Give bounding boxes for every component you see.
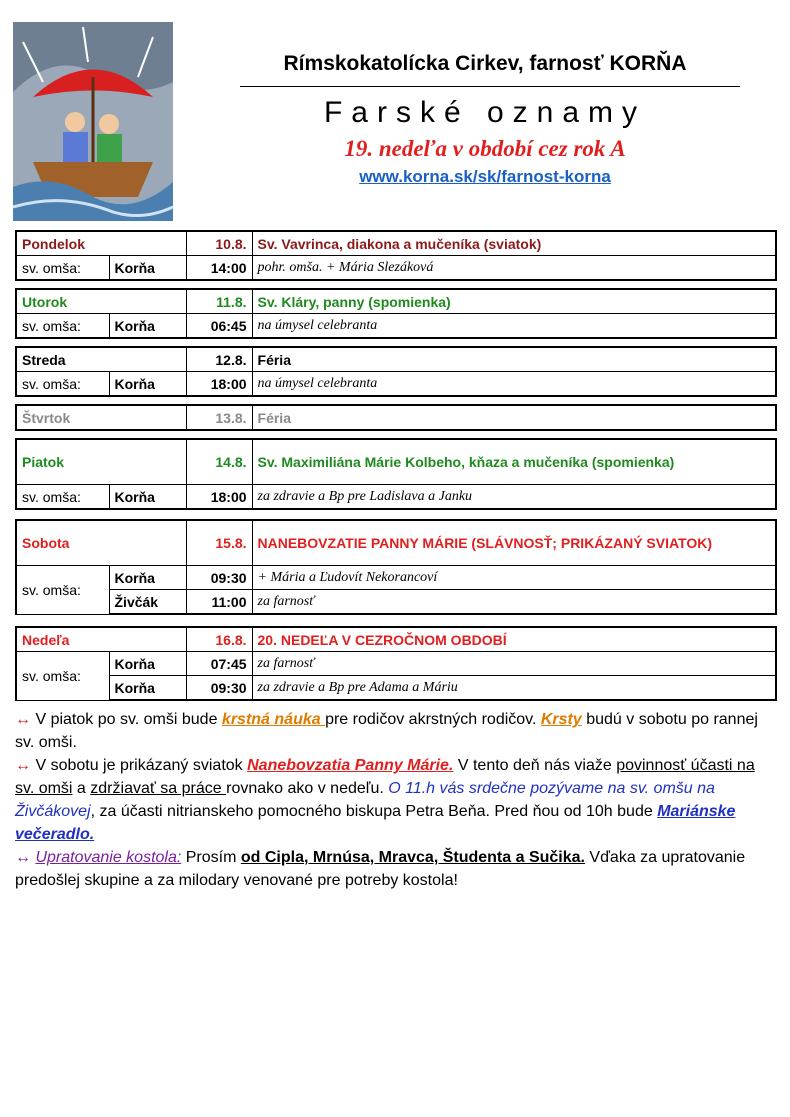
day-date: 12.8. (186, 347, 252, 372)
mass-place: Korňa (109, 256, 186, 281)
day-date: 15.8. (186, 520, 252, 566)
highlight: krstná náuka (221, 711, 326, 728)
mass-label: sv. omša: (16, 256, 109, 281)
mass-intention: za farnosť (252, 652, 776, 676)
day-name: Pondelok (16, 231, 186, 256)
text: V piatok po sv. omši bude (31, 711, 222, 728)
mass-place: Korňa (109, 485, 186, 510)
announcement-assumption (15, 754, 777, 846)
text: , za účasti nitrianskeho pomocného biskupa Petra Beňa. Pred ňou od 10h bude (90, 803, 658, 820)
text: Vďaka za upratovanie predošlej skupine a za milodary venované pre potreby kostola! (15, 849, 746, 889)
mass-intention: za zdravie a Bp pre Adama a Máriu (252, 676, 776, 701)
mass-intention: za farnosť (252, 590, 776, 615)
parish-name: Rímskokatolícka Cirkev, farnosť KORŇA (283, 52, 687, 75)
mass-time: 06:45 (186, 314, 252, 339)
day-feast: Sv. Maximiliána Márie Kolbeho, kňaza a mučeníka (spomienka) (252, 439, 776, 485)
mass-time: 14:00 (186, 256, 252, 281)
highlight: Mariánske večeradlo. (15, 803, 736, 843)
mass-intention: za zdravie a Bp pre Ladislava a Janku (252, 485, 776, 510)
mass-intention: pohr. omša. + Mária Slezáková (252, 256, 776, 281)
mass-place: Korňa (109, 676, 186, 701)
header-divider (240, 86, 740, 87)
mass-label: sv. omša: (16, 314, 109, 339)
day-feast: Féria (252, 347, 776, 372)
highlight: povinnosť účasti na sv. omši (15, 757, 755, 797)
mass-intention: na úmysel celebranta (252, 314, 776, 339)
day-table-monday (15, 230, 777, 281)
day-table-thursday (15, 404, 777, 431)
day-date: 13.8. (186, 405, 252, 430)
page-title: Farské oznamy (323, 96, 647, 129)
day-feast: NANEBOVZATIE PANNY MÁRIE (SLÁVNOSŤ; PRIKÁZANÝ SVIATOK) (252, 520, 776, 566)
double-arrow-icon: ↔ (15, 757, 31, 774)
double-arrow-icon: ↔ (15, 849, 31, 866)
day-table-tuesday (15, 288, 777, 339)
highlight: Nanebovzatia Panny Márie. (247, 757, 454, 774)
day-table-sunday (15, 626, 777, 701)
highlight: od Cipla, Mrnúsa, Mravca, Študenta a Sučika. (240, 849, 585, 866)
mass-place: Korňa (109, 652, 186, 676)
day-feast: Féria (252, 405, 776, 430)
liturgical-week: 19. nedeľa v období cez rok A (344, 136, 626, 161)
double-arrow-icon: ↔ (15, 711, 31, 728)
text: rovnako ako v nedeľu. (226, 780, 389, 797)
highlight: Krsty (540, 711, 582, 728)
highlight: Upratovanie kostola: (35, 849, 182, 866)
highlight: zdržiavať sa práce (90, 780, 227, 797)
mass-label: sv. omša: (16, 566, 109, 615)
mass-time: 09:30 (186, 566, 252, 590)
announcement-baptism (15, 708, 777, 754)
mass-label: sv. omša: (16, 372, 109, 397)
announcement-cleaning (15, 846, 777, 892)
mass-label: sv. omša: (16, 485, 109, 510)
mass-label: sv. omša: (16, 652, 109, 701)
mass-intention: na úmysel celebranta (252, 372, 776, 397)
day-name: Nedeľa (16, 627, 186, 652)
text: budú v sobotu po rannej sv. omši. (15, 711, 758, 751)
day-feast: Sv. Kláry, panny (spomienka) (252, 289, 776, 314)
mass-place: Korňa (109, 372, 186, 397)
day-name: Utorok (16, 289, 186, 314)
day-table-friday (15, 438, 777, 510)
announcements (15, 708, 777, 892)
day-name: Piatok (16, 439, 186, 485)
mass-intention: + Mária a Ľudovít Nekorancoví (252, 566, 776, 590)
day-feast: 20. NEDEĽA V CEZROČNOM OBDOBÍ (252, 627, 776, 652)
mass-place: Korňa (109, 566, 186, 590)
text: V sobotu je prikázaný sviatok (31, 757, 248, 774)
day-name: Sobota (16, 520, 186, 566)
mass-time: 07:45 (186, 652, 252, 676)
day-date: 14.8. (186, 439, 252, 485)
day-date: 11.8. (186, 289, 252, 314)
mass-time: 18:00 (186, 372, 252, 397)
day-date: 10.8. (186, 231, 252, 256)
mass-time: 09:30 (186, 676, 252, 701)
day-table-saturday (15, 519, 777, 615)
parish-website-link[interactable]: www.korna.sk/sk/farnost-korna (359, 167, 611, 186)
text: V tento deň nás viaže (453, 757, 617, 774)
storm-boat-illustration (13, 22, 173, 221)
day-name: Štvrtok (16, 405, 186, 430)
day-date: 16.8. (186, 627, 252, 652)
highlight: O 11.h vás srdečne pozývame na sv. omšu na Živčákovej (15, 780, 715, 820)
text: Prosím (181, 849, 241, 866)
mass-place: Živčák (109, 590, 186, 615)
mass-place: Korňa (109, 314, 186, 339)
day-table-wednesday (15, 346, 777, 397)
day-name: Streda (16, 347, 186, 372)
text: pre rodičov akrstných rodičov. (325, 711, 541, 728)
text: a (72, 780, 91, 797)
mass-time: 18:00 (186, 485, 252, 510)
day-feast: Sv. Vavrinca, diakona a mučeníka (sviatok) (252, 231, 776, 256)
mass-time: 11:00 (186, 590, 252, 615)
